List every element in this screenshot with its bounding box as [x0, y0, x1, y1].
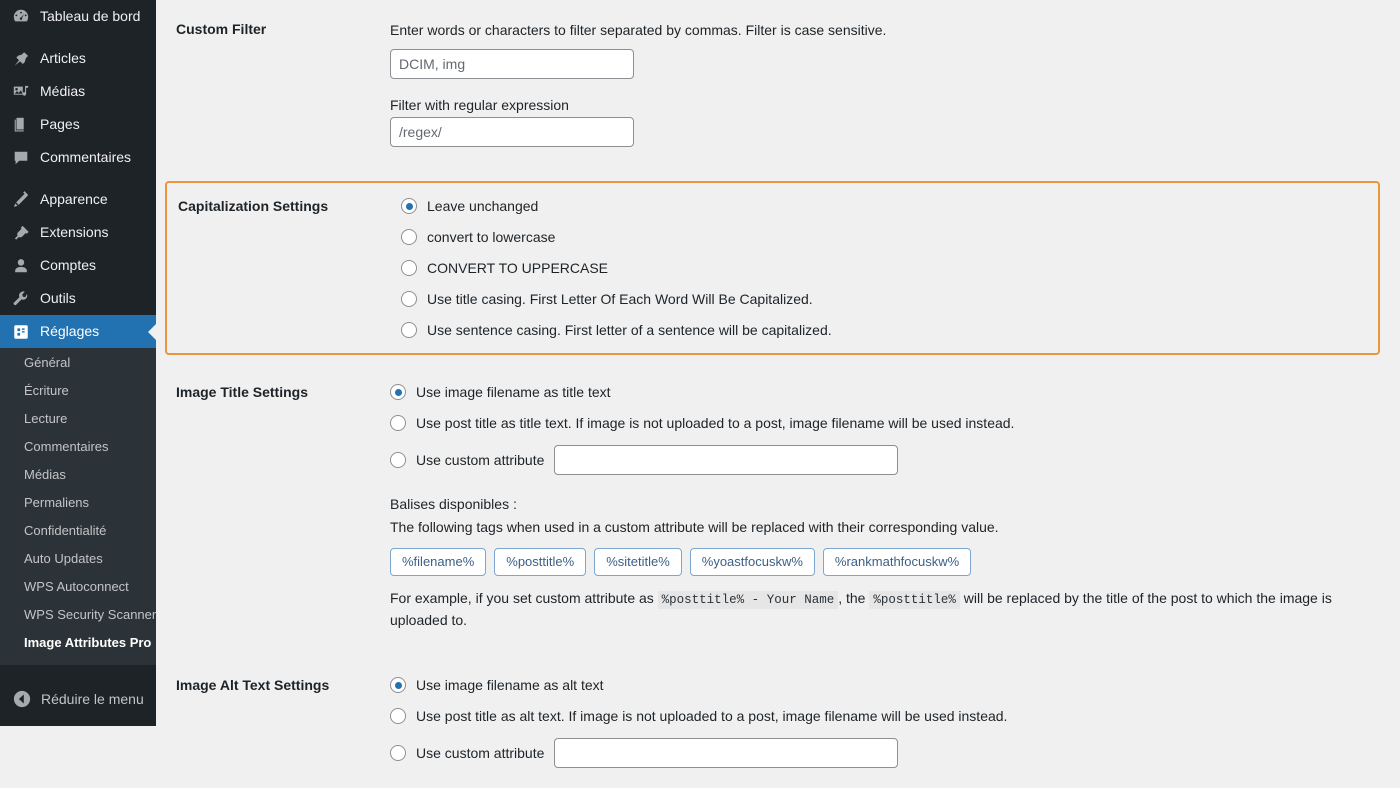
- admin-menu-list: [0, 0, 156, 348]
- submenu-item-criture[interactable]: Écriture: [24, 383, 69, 398]
- radio-button[interactable]: [390, 745, 406, 761]
- collapse-menu-label: Réduire le menu: [41, 691, 144, 707]
- radio-button[interactable]: [401, 291, 417, 307]
- tag-button-sitetitle[interactable]: %sitetitle%: [594, 548, 682, 576]
- submenu-item-m-dias[interactable]: Médias: [24, 467, 66, 482]
- section-image-alt: [156, 652, 1400, 788]
- radio-label: Use post title as title text. If image is not uploaded to a post, image filename will be used instead.: [416, 415, 1015, 431]
- radio-label: Use image filename as alt text: [416, 677, 604, 694]
- tag-button-rankmathfocuskw[interactable]: %rankmathfocuskw%: [823, 548, 971, 576]
- sidebar-item-label: Apparence: [40, 191, 108, 207]
- radio-label: Use title casing. First Letter Of Each Word Will Be Capitalized.: [427, 291, 813, 307]
- settings-content: [156, 0, 1400, 762]
- brush-icon: [11, 190, 31, 210]
- radio-button[interactable]: [401, 229, 417, 245]
- sidebar-item-label: Commentaires: [40, 149, 132, 165]
- capitalization-title: Capitalization Settings: [178, 198, 329, 214]
- sidebar-item-pages[interactable]: [0, 108, 156, 141]
- sidebar-item-articles[interactable]: [0, 42, 156, 75]
- radio-option[interactable]: [401, 290, 1368, 308]
- tag-button-yoastfocuskw[interactable]: %yoastfocuskw%: [690, 548, 815, 576]
- collapse-menu-wrap: [0, 676, 156, 726]
- pages-icon: [11, 115, 31, 135]
- sidebar-item-outils[interactable]: [0, 282, 156, 315]
- radio-label: Leave unchanged: [427, 198, 539, 214]
- radio-option[interactable]: [390, 414, 1390, 432]
- image-alt-options: [390, 676, 1390, 768]
- sidebar-item-label: Médias: [40, 83, 86, 99]
- submenu-item-wps-security-scanner[interactable]: WPS Security Scanner: [24, 607, 157, 622]
- regex-label: Filter with regular expression: [390, 97, 569, 113]
- tag-button-filename[interactable]: %filename%: [390, 548, 486, 576]
- image-title-options: [390, 383, 1390, 475]
- radio-option[interactable]: [390, 383, 1390, 401]
- admin-sidebar: [0, 0, 156, 726]
- image-title-example: [390, 588, 1350, 632]
- submenu-item-auto-updates[interactable]: Auto Updates: [24, 551, 103, 566]
- sidebar-item-label: Outils: [40, 290, 76, 306]
- wrench-icon: [11, 289, 31, 309]
- radio-button[interactable]: [401, 322, 417, 338]
- radio-option[interactable]: [390, 707, 1390, 725]
- custom-filter-description: Enter words or characters to filter separated by commas. Filter is case sensitive.: [390, 22, 887, 38]
- pin-icon: [11, 49, 31, 69]
- submenu-item-commentaires[interactable]: Commentaires: [24, 439, 109, 454]
- sidebar-item-m-dias[interactable]: [0, 75, 156, 108]
- radio-button[interactable]: [401, 198, 417, 214]
- settings-submenu: [0, 348, 156, 665]
- radio-button[interactable]: [390, 452, 406, 468]
- image-title-custom-attribute-input[interactable]: [554, 445, 898, 475]
- radio-label: convert to lowercase: [427, 229, 556, 245]
- example-part-3: will be replaced by the title of the post to which the image is uploaded to.: [390, 590, 1332, 629]
- radio-label: Use image filename as title text: [416, 384, 611, 400]
- sidebar-item-commentaires[interactable]: [0, 141, 156, 174]
- section-image-title: [156, 355, 1400, 652]
- custom-filter-body: [372, 0, 1400, 167]
- example-code-2: %posttitle%: [869, 591, 960, 609]
- radio-label: CONVERT TO UPPERCASE: [427, 260, 609, 276]
- example-part-1: For example, if you set custom attribute as: [390, 590, 654, 606]
- sidebar-item-apparence[interactable]: [0, 183, 156, 216]
- sidebar-item-comptes[interactable]: [0, 249, 156, 282]
- radio-button[interactable]: [390, 415, 406, 431]
- radio-button[interactable]: [390, 708, 406, 724]
- section-capitalization: [165, 181, 1380, 355]
- radio-option[interactable]: [390, 738, 1390, 768]
- submenu-item-permaliens[interactable]: Permaliens: [24, 495, 90, 510]
- radio-label: Use custom attribute: [416, 452, 545, 468]
- radio-button[interactable]: [390, 677, 406, 693]
- radio-option[interactable]: [401, 228, 1368, 246]
- image-title-title: Image Title Settings: [176, 384, 308, 400]
- sidebar-item-label: Extensions: [40, 224, 109, 240]
- collapse-arrow-icon: [12, 689, 32, 709]
- available-tags-title: Balises disponibles :: [390, 496, 517, 512]
- custom-filter-title: Custom Filter: [176, 21, 267, 37]
- sidebar-item-label: Articles: [40, 50, 86, 66]
- sidebar-item-extensions[interactable]: [0, 216, 156, 249]
- image-alt-custom-attribute-input[interactable]: [554, 738, 898, 768]
- image-title-body: [372, 363, 1400, 652]
- image-alt-body: [372, 656, 1400, 788]
- menu-separator: [0, 174, 156, 183]
- available-tags-list: [390, 548, 1390, 576]
- sidebar-item-label: Pages: [40, 116, 80, 132]
- settings-icon: [11, 322, 31, 342]
- sidebar-item-r-glages[interactable]: [0, 315, 156, 348]
- radio-option[interactable]: [401, 197, 1368, 215]
- sidebar-item-tableau-de-bord[interactable]: [0, 0, 156, 33]
- radio-option[interactable]: [390, 445, 1390, 475]
- radio-option[interactable]: [390, 676, 1390, 694]
- regex-filter-input[interactable]: [390, 117, 634, 147]
- radio-button[interactable]: [390, 384, 406, 400]
- sidebar-item-label: Réglages: [40, 323, 100, 339]
- comments-icon: [11, 148, 31, 168]
- collapse-menu-button[interactable]: [0, 682, 156, 716]
- image-alt-title: Image Alt Text Settings: [176, 677, 330, 694]
- capitalization-options: [383, 183, 1378, 353]
- active-arrow-indicator: [148, 324, 156, 340]
- example-part-2: , the: [838, 590, 866, 606]
- sidebar-item-label: Comptes: [40, 257, 97, 273]
- section-custom-filter: [156, 0, 1400, 167]
- radio-option[interactable]: [401, 259, 1368, 277]
- radio-option[interactable]: [401, 321, 1368, 339]
- radio-button[interactable]: [401, 260, 417, 276]
- radio-label: Use post title as alt text. If image is not uploaded to a post, image filename will be used instead.: [416, 708, 1008, 725]
- dashboard-icon: [11, 7, 31, 27]
- media-icon: [11, 82, 31, 102]
- plugin-icon: [11, 223, 31, 243]
- custom-filter-input[interactable]: [390, 49, 634, 79]
- radio-label: Use sentence casing. First letter of a sentence will be capitalized.: [427, 322, 832, 338]
- submenu-item-g-n-ral[interactable]: Général: [24, 355, 71, 370]
- sidebar-item-label: Tableau de bord: [40, 8, 141, 24]
- menu-separator: [0, 33, 156, 42]
- radio-label: Use custom attribute: [416, 745, 545, 762]
- user-icon: [11, 256, 31, 276]
- example-code-1: %posttitle% - Your Name: [658, 591, 839, 609]
- tag-button-posttitle[interactable]: %posttitle%: [494, 548, 586, 576]
- submenu-item-confidentialit[interactable]: Confidentialité: [24, 523, 107, 538]
- submenu-item-image-attributes-pro[interactable]: Image Attributes Pro: [24, 635, 152, 650]
- submenu-item-lecture[interactable]: Lecture: [24, 411, 68, 426]
- available-tags-description: The following tags when used in a custom attribute will be replaced with their corresponding value.: [390, 519, 999, 535]
- submenu-item-wps-autoconnect[interactable]: WPS Autoconnect: [24, 579, 129, 594]
